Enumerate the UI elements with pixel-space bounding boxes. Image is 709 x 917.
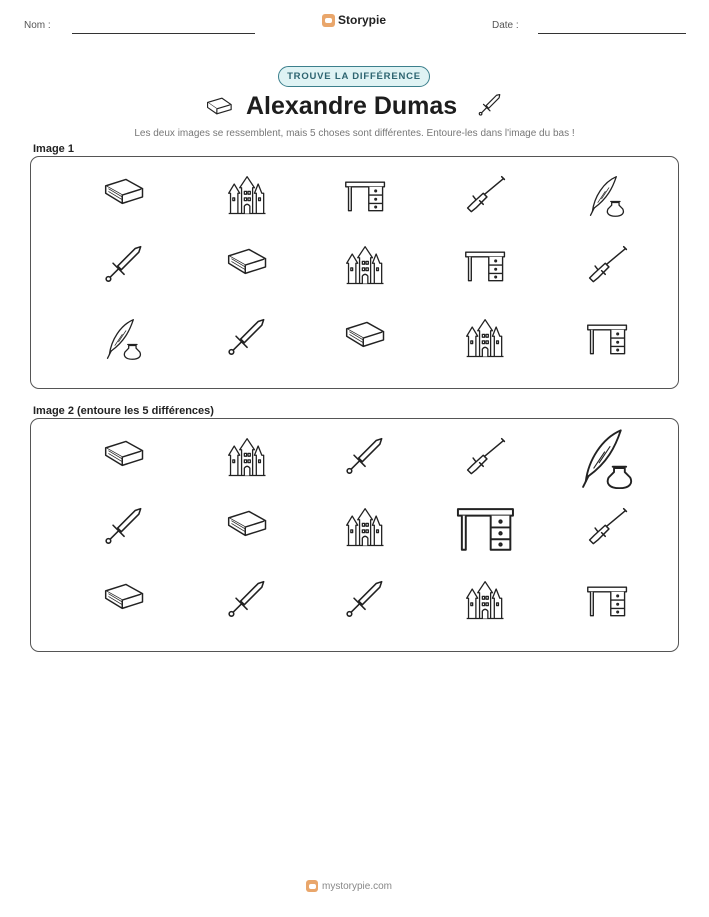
name-label: Nom :: [24, 20, 51, 31]
image1-cell: [221, 312, 273, 364]
image1-cell: [98, 169, 150, 221]
image2-cell[interactable]: [339, 431, 391, 483]
sword-icon: [477, 92, 503, 118]
sword-icon: [102, 243, 146, 287]
image2-cell[interactable]: [221, 431, 273, 483]
castle-icon: [225, 435, 269, 479]
instructions: Les deux images se ressemblent, mais 5 choses sont différentes. Entoure-les dans l'image du bas !: [134, 128, 575, 139]
sword-icon: [343, 435, 387, 479]
castle-icon: [343, 505, 387, 549]
desk-icon: [585, 316, 629, 360]
date-line[interactable]: [538, 33, 686, 34]
image1-cell: [221, 169, 273, 221]
sword-icon: [343, 578, 387, 622]
storypie-mascot-icon: [322, 14, 335, 27]
image1-cell: [581, 239, 633, 291]
musket-icon: [585, 243, 629, 287]
sword-icon: [102, 505, 146, 549]
image2-label: Image 2 (entoure les 5 différences): [33, 405, 214, 417]
desk-icon: [343, 173, 387, 217]
image1-cell: [581, 169, 633, 221]
image2-cell[interactable]: [339, 574, 391, 626]
image2-cell[interactable]: [221, 574, 273, 626]
name-line[interactable]: [72, 33, 255, 34]
footer-site: mystorypie.com: [322, 880, 393, 892]
image2-cell[interactable]: [581, 574, 633, 626]
book-icon: [225, 243, 269, 287]
image1-label: Image 1: [33, 143, 74, 155]
image2-panel[interactable]: [30, 418, 679, 652]
image1-cell: [459, 239, 511, 291]
castle-icon: [463, 578, 507, 622]
image2-cell[interactable]: [98, 431, 150, 483]
storypie-logo: [322, 13, 386, 27]
image1-cell: [459, 169, 511, 221]
desk-icon: [463, 243, 507, 287]
image1-cell: [98, 312, 150, 364]
image1-cell: [339, 239, 391, 291]
book-icon: [102, 173, 146, 217]
castle-icon: [463, 316, 507, 360]
image1-cell: [581, 312, 633, 364]
image2-cell[interactable]: [459, 431, 511, 483]
sword-icon: [225, 578, 269, 622]
desk-icon: [454, 496, 517, 559]
image1-cell: [459, 312, 511, 364]
quill-inkwell-icon: [575, 425, 640, 490]
book-icon: [102, 435, 146, 479]
image1-panel: [30, 156, 679, 389]
book-icon: [204, 96, 234, 116]
brand-name: Storypie: [338, 13, 387, 27]
image2-cell[interactable]: [448, 490, 522, 564]
image2-cell[interactable]: [221, 501, 273, 553]
castle-icon: [343, 243, 387, 287]
sword-icon: [225, 316, 269, 360]
musket-icon: [463, 435, 507, 479]
image2-cell[interactable]: [98, 501, 150, 553]
quill-inkwell-icon: [585, 173, 629, 217]
musket-icon: [463, 173, 507, 217]
worksheet-type-badge: TROUVE LA DIFFÉRENCE: [278, 66, 430, 87]
storypie-mascot-icon: [306, 880, 318, 892]
image2-cell[interactable]: [98, 574, 150, 626]
image2-cell[interactable]: [339, 501, 391, 553]
footer: [306, 880, 392, 892]
book-icon: [343, 316, 387, 360]
date-label: Date :: [492, 20, 519, 31]
image2-cell[interactable]: [459, 574, 511, 626]
image2-cell[interactable]: [569, 419, 645, 495]
book-icon: [102, 578, 146, 622]
image1-cell: [98, 239, 150, 291]
book-icon: [225, 505, 269, 549]
image1-cell: [339, 312, 391, 364]
image1-cell: [339, 169, 391, 221]
desk-icon: [585, 578, 629, 622]
page-title: Alexandre Dumas: [246, 92, 458, 120]
quill-inkwell-icon: [102, 316, 146, 360]
image2-cell[interactable]: [581, 501, 633, 553]
image1-cell: [221, 239, 273, 291]
castle-icon: [225, 173, 269, 217]
musket-icon: [585, 505, 629, 549]
